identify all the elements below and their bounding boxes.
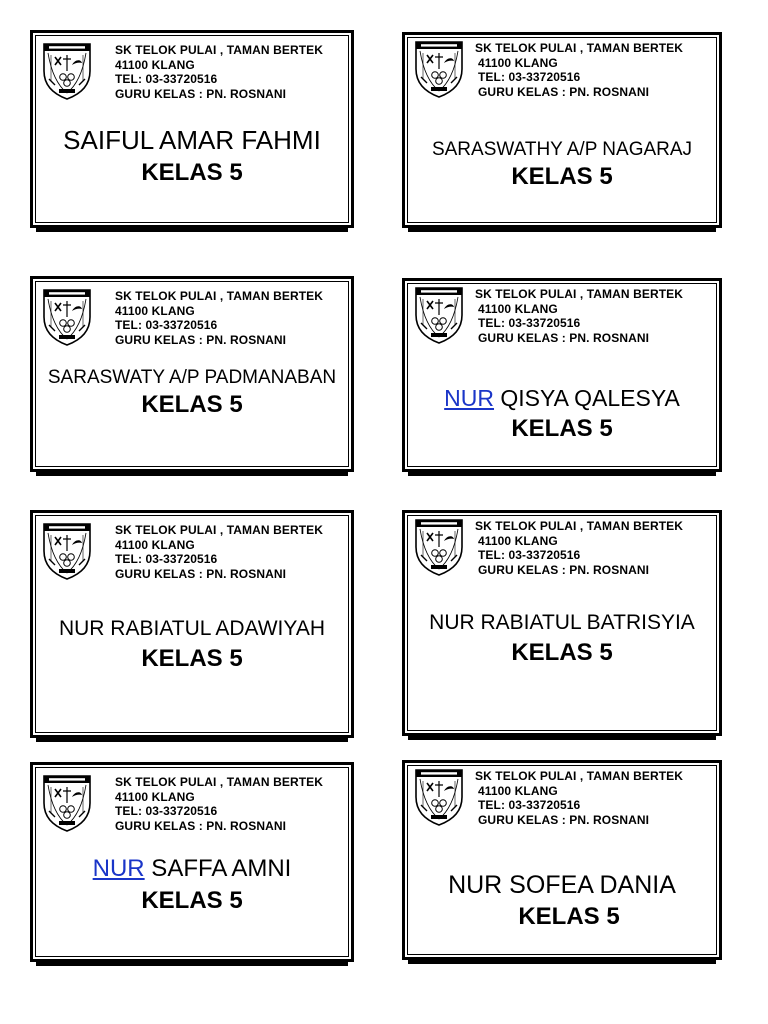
school-postcode: 41100 KLANG <box>115 303 195 318</box>
class-label: KELAS 5 <box>141 645 243 672</box>
school-postcode: 41100 KLANG <box>478 301 558 316</box>
class-label: KELAS 5 <box>141 887 243 914</box>
name-link[interactable]: NUR <box>92 855 145 882</box>
school-header <box>475 519 683 577</box>
school-name: SK TELOK PULAI , TAMAN BERTEK <box>115 289 324 303</box>
class-teacher: GURU KELAS : PN. ROSNANI <box>115 86 287 101</box>
school-crest-icon <box>413 39 465 99</box>
class-label: KELAS 5 <box>511 163 613 190</box>
student-name: SAIFUL AMAR FAHMI <box>63 125 321 155</box>
name-card <box>402 278 722 472</box>
school-crest-icon <box>41 773 93 833</box>
class-teacher: GURU KELAS : PN. ROSNANI <box>115 332 287 347</box>
school-name: SK TELOK PULAI , TAMAN BERTEK <box>475 41 684 55</box>
school-postcode: 41100 KLANG <box>478 533 558 548</box>
school-header <box>475 287 683 345</box>
school-phone: TEL: 03-33720516 <box>478 70 581 84</box>
school-header <box>475 769 683 827</box>
class-label: KELAS 5 <box>511 415 613 442</box>
school-postcode: 41100 KLANG <box>478 55 558 70</box>
school-header <box>115 43 323 101</box>
student-name: NUR RABIATUL BATRISYIA <box>429 611 695 634</box>
school-crest-icon <box>41 521 93 581</box>
student-name: SARASWATY A/P PADMANABAN <box>47 367 337 388</box>
name-card <box>402 510 722 736</box>
name-rest: QISYA QALESYA <box>494 385 680 411</box>
name-rest: SAFFA AMNI <box>144 855 292 882</box>
school-phone: TEL: 03-33720516 <box>478 548 581 562</box>
name-card <box>30 762 354 962</box>
school-crest-icon <box>413 517 465 577</box>
class-label: KELAS 5 <box>141 391 243 418</box>
name-card <box>402 760 722 960</box>
class-label: KELAS 5 <box>141 159 243 186</box>
student-name <box>33 855 351 883</box>
school-name: SK TELOK PULAI , TAMAN BERTEK <box>475 519 684 533</box>
student-name <box>405 385 719 412</box>
school-header <box>115 775 323 833</box>
school-postcode: 41100 KLANG <box>115 57 195 72</box>
name-card <box>30 30 354 228</box>
school-postcode: 41100 KLANG <box>478 783 558 798</box>
school-header <box>475 41 683 99</box>
school-phone: TEL: 03-33720516 <box>115 318 218 332</box>
school-name: SK TELOK PULAI , TAMAN BERTEK <box>475 287 684 301</box>
student-name: NUR RABIATUL ADAWIYAH <box>58 617 326 640</box>
school-phone: TEL: 03-33720516 <box>115 552 218 566</box>
class-teacher: GURU KELAS : PN. ROSNANI <box>478 562 650 577</box>
class-teacher: GURU KELAS : PN. ROSNANI <box>478 330 650 345</box>
school-crest-icon <box>413 285 465 345</box>
school-header <box>115 289 323 347</box>
class-teacher: GURU KELAS : PN. ROSNANI <box>115 566 287 581</box>
school-phone: TEL: 03-33720516 <box>478 316 581 330</box>
class-label: KELAS 5 <box>518 903 620 930</box>
class-teacher: GURU KELAS : PN. ROSNANI <box>478 812 650 827</box>
school-header <box>115 523 323 581</box>
name-card <box>30 510 354 738</box>
name-card <box>30 276 354 472</box>
class-teacher: GURU KELAS : PN. ROSNANI <box>478 84 650 99</box>
school-name: SK TELOK PULAI , TAMAN BERTEK <box>115 43 324 57</box>
school-phone: TEL: 03-33720516 <box>115 72 218 86</box>
student-name: NUR SOFEA DANIA <box>448 871 676 899</box>
school-phone: TEL: 03-33720516 <box>115 804 218 818</box>
name-card <box>402 32 722 228</box>
school-crest-icon <box>41 287 93 347</box>
name-link[interactable]: NUR <box>444 385 495 411</box>
school-postcode: 41100 KLANG <box>115 789 195 804</box>
school-name: SK TELOK PULAI , TAMAN BERTEK <box>115 775 324 789</box>
school-postcode: 41100 KLANG <box>115 537 195 552</box>
student-name: SARASWATHY A/P NAGARAJ <box>431 139 693 160</box>
class-label: KELAS 5 <box>511 639 613 666</box>
class-teacher: GURU KELAS : PN. ROSNANI <box>115 818 287 833</box>
school-phone: TEL: 03-33720516 <box>478 798 581 812</box>
school-name: SK TELOK PULAI , TAMAN BERTEK <box>115 523 324 537</box>
school-crest-icon <box>413 767 465 827</box>
school-crest-icon <box>41 41 93 101</box>
school-name: SK TELOK PULAI , TAMAN BERTEK <box>475 769 684 783</box>
